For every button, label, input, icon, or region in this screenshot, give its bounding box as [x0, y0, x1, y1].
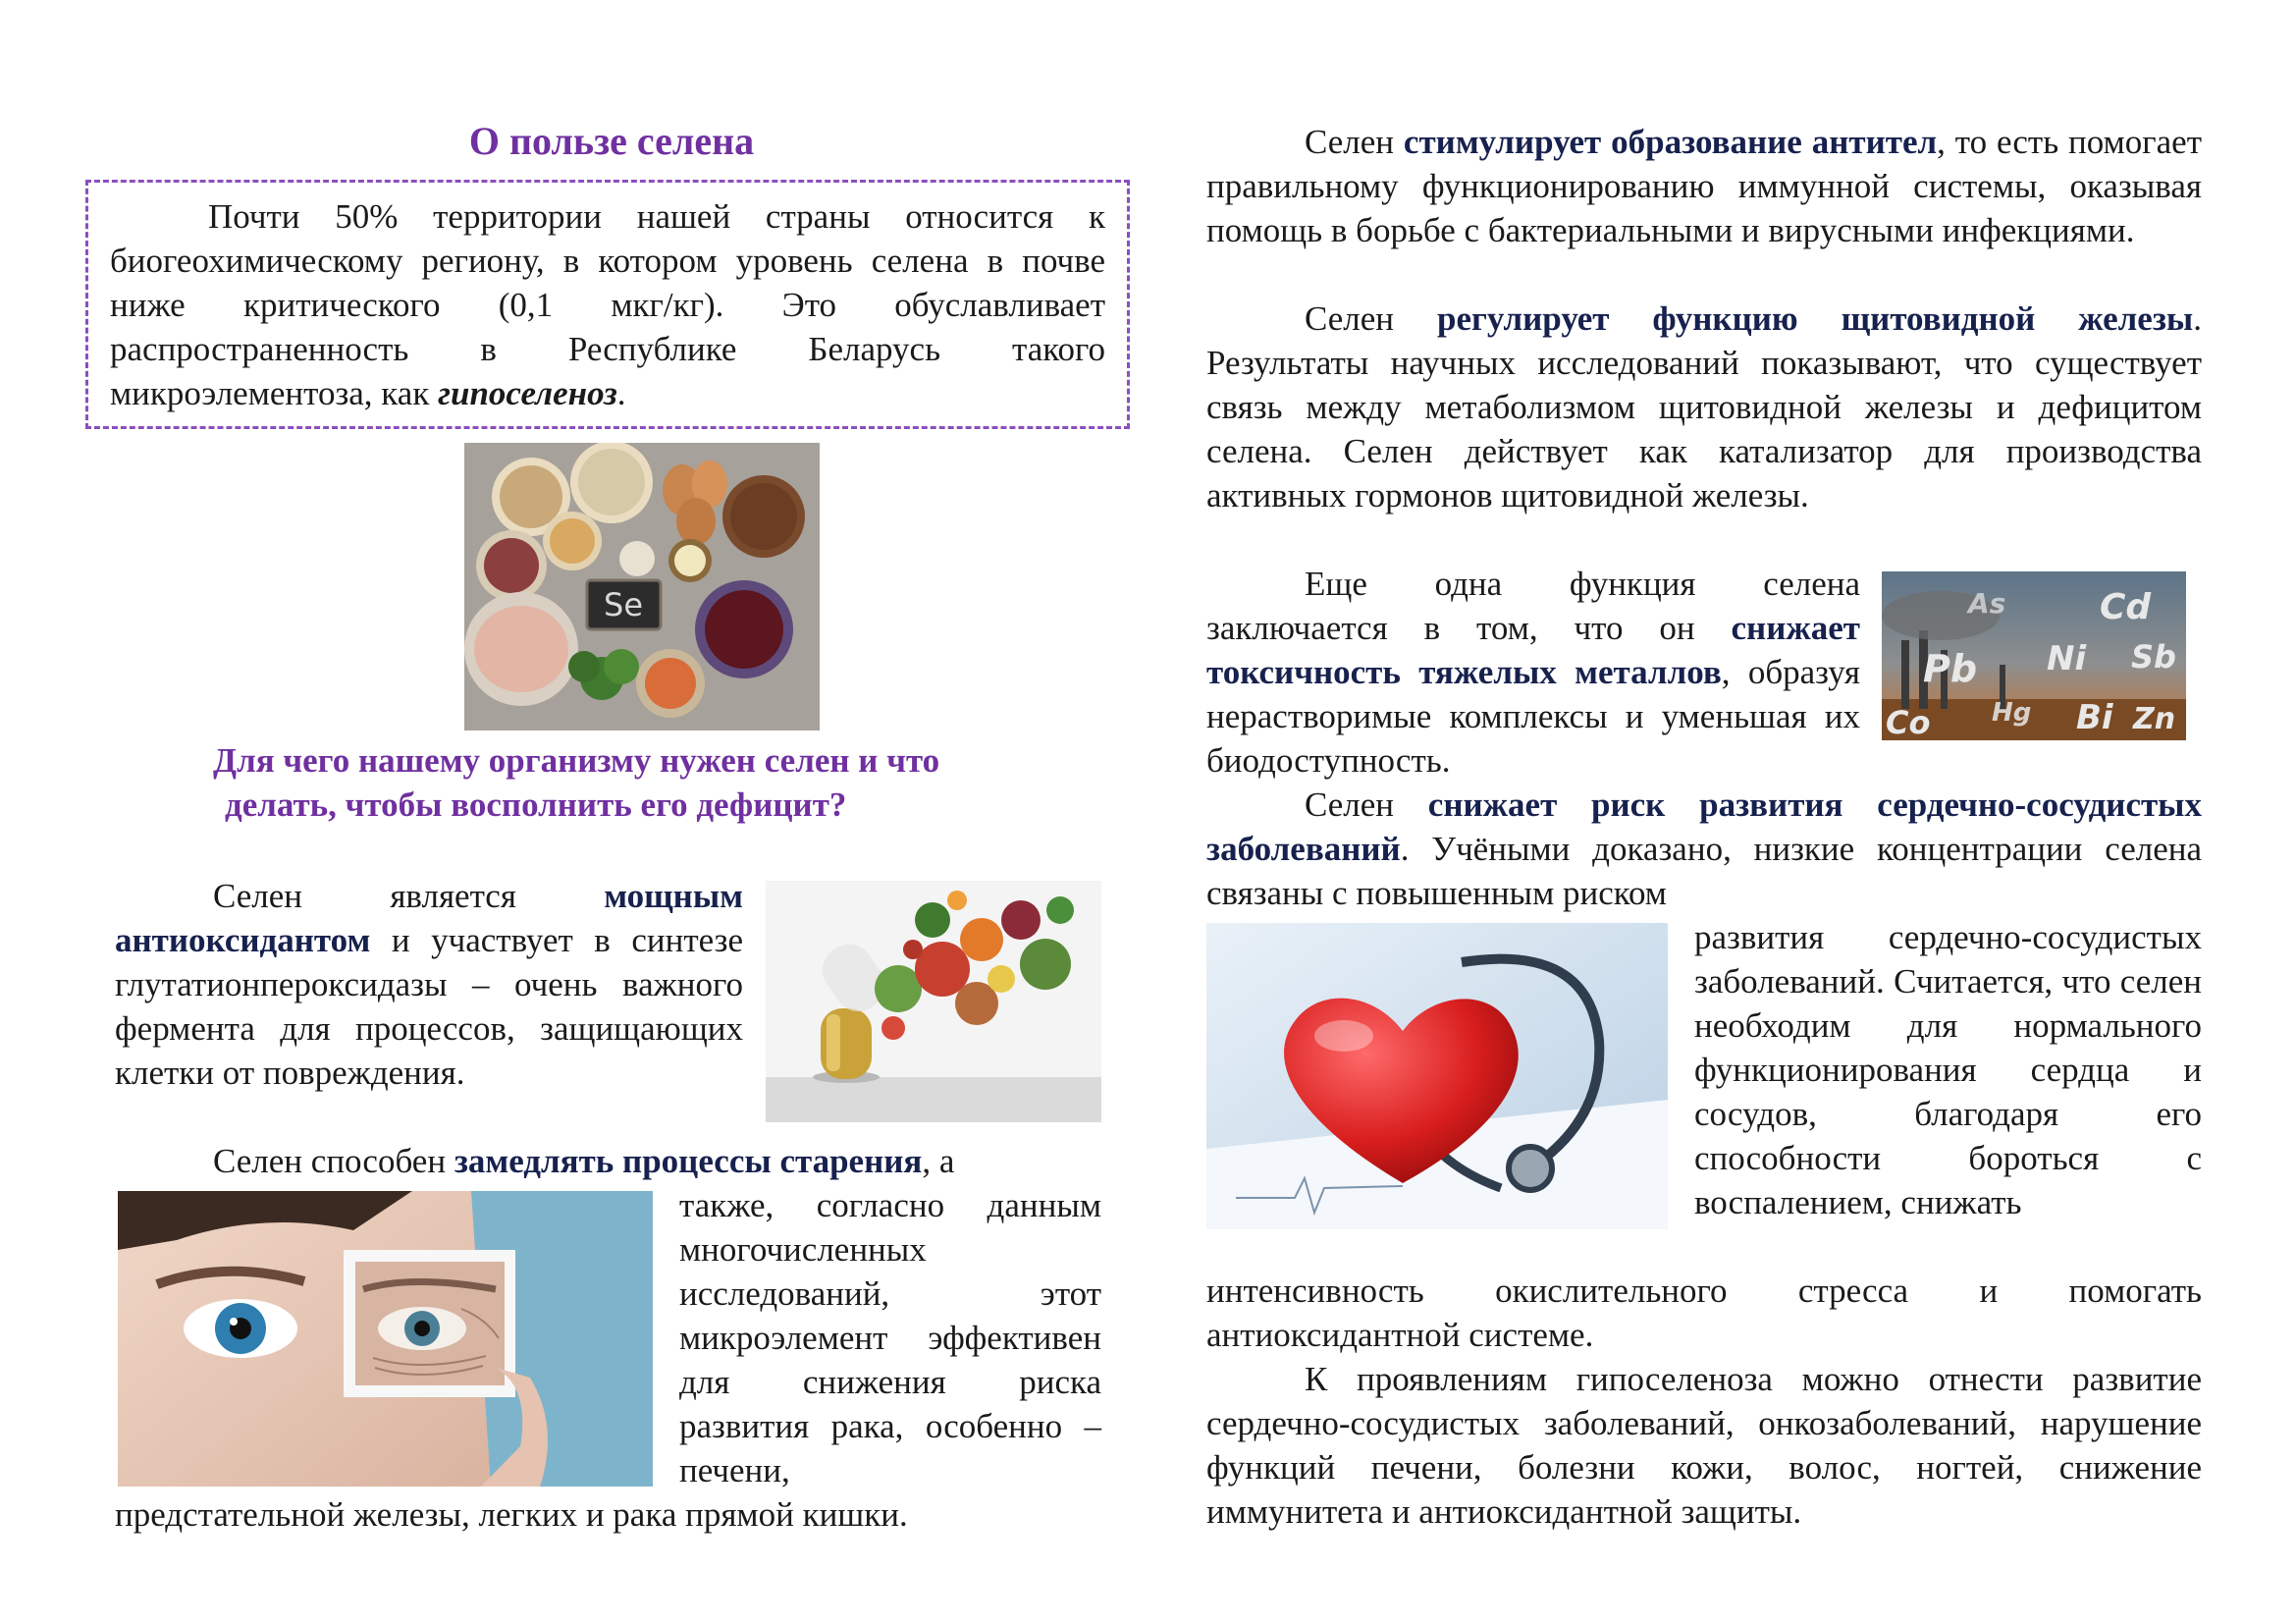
- intro-box: [85, 180, 1130, 429]
- selenium-food-image: [464, 443, 820, 731]
- manifestations-paragraph: К проявлениям гипоселеноза можно отнести развитие сердечно-сосудистых заболеваний, онкозаболеваний, нарушение функций печени, болезни кожи, волос, ногтей, снижение иммунитета и антиоксидантной защиты.: [1206, 1360, 2202, 1531]
- symbol-pb: Pb: [1923, 647, 1978, 690]
- thyroid-paragraph: Селен регулирует функцию щитовидной железы. Результаты научных исследований показывают, что существует связь между метаболизмом щитовидной железы и дефицитом селена. Селен действует как катализатор для производства активных гормонов щитовидной железы.: [1206, 299, 2202, 514]
- face-aging-image: [118, 1191, 653, 1487]
- symbol-co: Co: [1886, 704, 1931, 740]
- symbol-ni: Ni: [2047, 639, 2087, 678]
- cardio-paragraph: Селен снижает риск развития сердечно-сосудистых заболеваний. Учёными доказано, низкие концентрации селена связаны с повышенным риском: [1206, 785, 2202, 912]
- antibodies-paragraph: Селен стимулирует образование антител, то есть помогает правильному функционированию иммунной системы, оказывая помощь в борьбе с бактериальными и вирусными инфекциями.: [1206, 123, 2202, 249]
- symbol-bi: Bi: [2076, 698, 2113, 737]
- aging-paragraph: Селен способен замедлять процессы старения, а: [213, 1142, 955, 1180]
- page-title: О пользе селена: [468, 119, 755, 163]
- section-heading: Для чего нашему организму нужен селен и что делать, чтобы восполнить его дефицит?: [213, 741, 940, 824]
- aging-last-line: предстательной железы, легких и рака прямой кишки.: [115, 1495, 908, 1534]
- symbol-hg: Hg: [1992, 698, 2032, 728]
- intro-term: гипоселеноз: [438, 374, 617, 412]
- cardio-tail-text: интенсивность окислительного стресса и помогать антиоксидантной системе.: [1206, 1272, 2202, 1354]
- aging-wrap-text: также, согласно данным многочисленных исследований, этот микроэлемент эффективен для снижения риска развития рака, особенно – печени,: [679, 1186, 1101, 1489]
- symbol-cd: Cd: [2100, 587, 2152, 627]
- symbol-as: As: [1968, 587, 2006, 620]
- intro-paragraph: Почти 50% территории нашей страны относится к биогеохимическому региону, в котором уровень селена в почве ниже критического (0,1 мкг/кг). Это обуславливает распространенность в Республике Беларусь такого микроэлементоза, как гипоселеноз.: [110, 197, 1105, 412]
- metals-paragraph: Еще одна функция селена заключается в том, что он снижает токсичность тяжелых металлов, образуя нерастворимые комплексы и уменьшая их биодоступность.: [1206, 565, 1860, 780]
- cardio-wrap-text: развития сердечно-сосудистых заболеваний. Считается, что селен необходим для нормального функционирования сердца и сосудов, благодаря его способности бороться с воспалением, снижать: [1694, 918, 2202, 1221]
- heart-stethoscope-image: [1206, 923, 1668, 1229]
- capsule-vegetables-image: [766, 881, 1101, 1122]
- antioxidant-paragraph: Селен является мощным антиоксидантом и участвует в синтезе глутатионпероксидазы – очень важного фермента для процессов, защищающих клетки от повреждения.: [115, 877, 743, 1092]
- heavy-metals-image: [1882, 571, 2186, 740]
- symbol-sb: Sb: [2131, 638, 2176, 676]
- symbol-zn: Zn: [2133, 702, 2176, 736]
- se-label: Se: [604, 586, 643, 623]
